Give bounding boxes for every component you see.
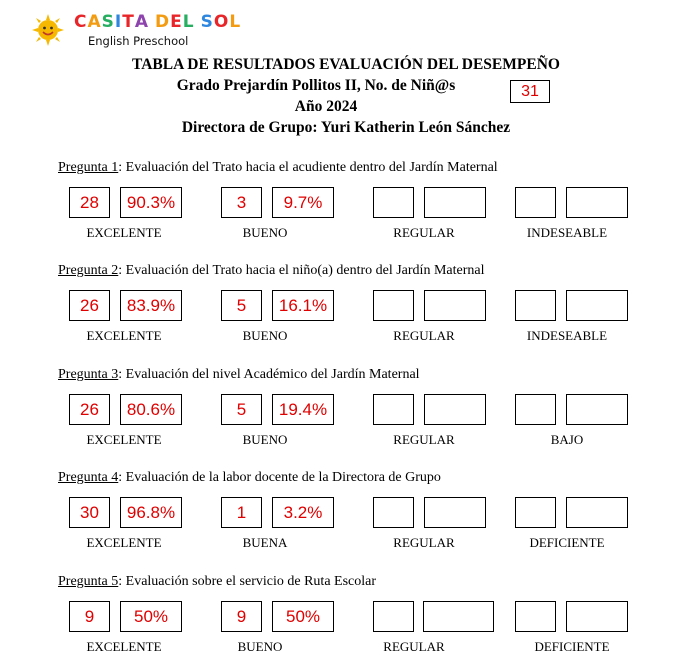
rating-category-label: EXCELENTE — [86, 328, 162, 343]
question-text: : Evaluación sobre el servicio de Ruta Escolar — [118, 574, 377, 589]
count-box — [373, 497, 414, 528]
count-box: 3 — [221, 187, 262, 218]
count-box: 5 — [221, 290, 262, 321]
question-label — [58, 160, 498, 176]
count-box — [373, 601, 414, 632]
count-box — [515, 290, 556, 321]
percent-box: 90.3% — [120, 187, 182, 218]
grade-line: Grado Prejardín Pollitos II, No. de Niñ@s — [176, 77, 456, 94]
percent-box: 96.8% — [120, 497, 182, 528]
count-box: 26 — [69, 290, 110, 321]
rating-category-label: BUENO — [242, 432, 288, 447]
count-box — [373, 187, 414, 218]
percent-box — [566, 187, 628, 218]
percent-box: 16.1% — [272, 290, 334, 321]
count-box — [515, 394, 556, 425]
question-label — [58, 263, 484, 279]
question-text: : Evaluación de la labor docente de la Directora de Grupo — [118, 470, 441, 485]
question-label — [58, 574, 376, 590]
percent-box — [424, 187, 486, 218]
percent-box: 80.6% — [120, 394, 182, 425]
question-number: Pregunta 4 — [58, 470, 119, 485]
rating-category-label: REGULAR — [393, 535, 455, 550]
question-text: : Evaluación del nivel Académico del Jardín Maternal — [118, 367, 420, 382]
percent-box: 50% — [272, 601, 334, 632]
question-text: : Evaluación del Trato hacia el niño(a) dentro del Jardín Maternal — [118, 263, 485, 278]
question-number: Pregunta 5 — [58, 574, 119, 589]
percent-box — [566, 394, 628, 425]
count-box: 28 — [69, 187, 110, 218]
percent-box — [424, 290, 486, 321]
document-title: TABLA DE RESULTADOS EVALUACIÓN DEL DESEMPEÑO — [132, 56, 560, 73]
rating-category-label: EXCELENTE — [86, 639, 162, 654]
rating-category-label: BUENA — [242, 535, 288, 550]
rating-category-label: EXCELENTE — [86, 225, 162, 240]
rating-category-label: REGULAR — [393, 225, 455, 240]
question-number: Pregunta 2 — [58, 263, 119, 278]
rating-category-label: DEFICIENTE — [534, 639, 610, 654]
percent-box — [423, 601, 494, 632]
count-box — [373, 290, 414, 321]
director-line: Directora de Grupo: Yuri Katherin León Sánchez — [181, 119, 511, 136]
percent-box — [566, 497, 628, 528]
rating-category-label: INDESEABLE — [526, 328, 608, 343]
rating-category-label: BUENO — [237, 639, 283, 654]
percent-box — [424, 394, 486, 425]
question-label — [58, 470, 441, 486]
rating-category-label: EXCELENTE — [86, 535, 162, 550]
percent-box — [566, 290, 628, 321]
percent-box: 9.7% — [272, 187, 334, 218]
percent-box — [424, 497, 486, 528]
logo-name: CASITA DEL SOL — [74, 12, 242, 32]
question-number: Pregunta 1 — [58, 160, 119, 175]
sun-icon — [32, 14, 64, 46]
kids-count-box: 31 — [510, 80, 550, 103]
count-box: 9 — [69, 601, 110, 632]
year-line: Año 2024 — [294, 98, 358, 115]
question-number: Pregunta 3 — [58, 367, 119, 382]
count-box — [515, 497, 556, 528]
logo-tagline: English Preschool — [88, 34, 189, 48]
percent-box: 3.2% — [272, 497, 334, 528]
count-box: 30 — [69, 497, 110, 528]
school-logo — [30, 10, 242, 50]
percent-box: 83.9% — [120, 290, 182, 321]
percent-box: 50% — [120, 601, 182, 632]
percent-box — [566, 601, 628, 632]
rating-category-label: BUENO — [242, 225, 288, 240]
rating-category-label: INDESEABLE — [526, 225, 608, 240]
rating-category-label: EXCELENTE — [86, 432, 162, 447]
count-box — [373, 394, 414, 425]
rating-category-label: DEFICIENTE — [529, 535, 605, 550]
count-box: 9 — [221, 601, 262, 632]
rating-category-label: REGULAR — [383, 639, 445, 654]
rating-category-label: REGULAR — [393, 432, 455, 447]
question-text: : Evaluación del Trato hacia el acudiente dentro del Jardín Maternal — [118, 160, 498, 175]
count-box — [515, 187, 556, 218]
count-box: 1 — [221, 497, 262, 528]
question-label — [58, 367, 420, 383]
rating-category-label: REGULAR — [393, 328, 455, 343]
percent-box: 19.4% — [272, 394, 334, 425]
count-box — [515, 601, 556, 632]
count-box: 26 — [69, 394, 110, 425]
rating-category-label: BUENO — [242, 328, 288, 343]
rating-category-label: BAJO — [550, 432, 584, 447]
count-box: 5 — [221, 394, 262, 425]
